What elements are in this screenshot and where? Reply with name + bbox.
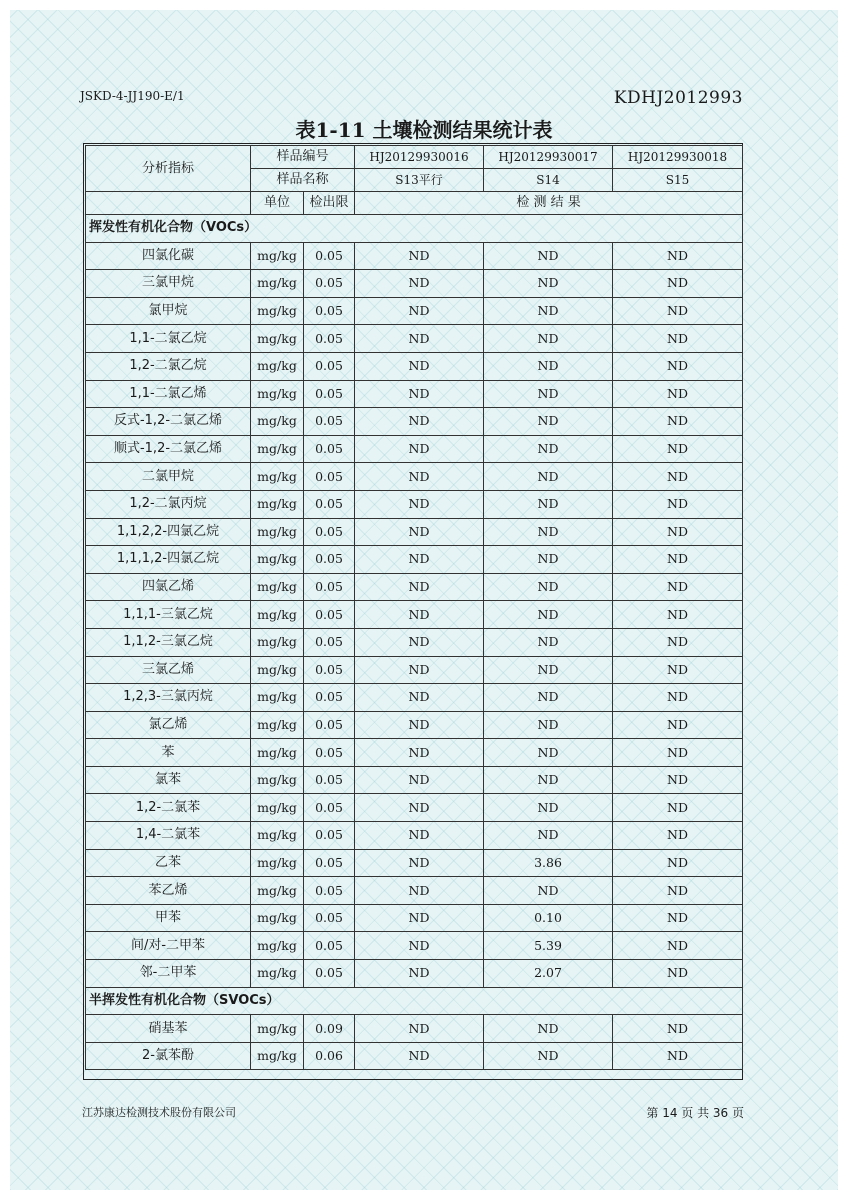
empty-header-cell — [86, 192, 251, 215]
unit-cell: mg/kg — [251, 573, 304, 601]
table-row — [86, 325, 743, 353]
result-cell: ND — [484, 380, 613, 408]
sample-name: S14 — [484, 169, 613, 192]
detection-limit-cell: 0.05 — [304, 546, 355, 574]
detection-limit-header: 检出限 — [304, 192, 355, 215]
result-cell: ND — [484, 546, 613, 574]
result-cell: ND — [613, 270, 743, 298]
table-row — [86, 352, 743, 380]
result-cell: ND — [613, 711, 743, 739]
detection-limit-cell: 0.05 — [304, 794, 355, 822]
section-title: 半挥发性有机化合物（SVOCs） — [86, 987, 743, 1015]
result-cell: ND — [484, 573, 613, 601]
result-cell: ND — [613, 297, 743, 325]
unit-cell: mg/kg — [251, 601, 304, 629]
result-cell: 3.86 — [484, 849, 613, 877]
analyte-name: 1,1,1-三氯乙烷 — [86, 601, 251, 629]
table-row — [86, 1042, 743, 1070]
result-cell: ND — [484, 242, 613, 270]
result-cell: ND — [613, 656, 743, 684]
sample-name: S13平行 — [355, 169, 484, 192]
result-cell: ND — [355, 960, 484, 988]
unit-header: 单位 — [251, 192, 304, 215]
result-cell: ND — [355, 904, 484, 932]
result-cell: ND — [613, 684, 743, 712]
detection-limit-cell: 0.05 — [304, 849, 355, 877]
sample-name-label: 样品名称 — [251, 169, 355, 192]
detection-limit-cell: 0.05 — [304, 684, 355, 712]
result-cell: ND — [355, 794, 484, 822]
result-cell: ND — [355, 408, 484, 436]
results-table — [85, 145, 743, 1070]
result-cell: ND — [484, 656, 613, 684]
result-cell: ND — [484, 766, 613, 794]
analyte-name: 2-氯苯酚 — [86, 1042, 251, 1070]
detection-limit-cell: 0.05 — [304, 270, 355, 298]
sample-code-label: 样品编号 — [251, 146, 355, 169]
detection-limit-cell: 0.05 — [304, 904, 355, 932]
result-cell: ND — [613, 794, 743, 822]
result-cell: ND — [355, 325, 484, 353]
unit-cell: mg/kg — [251, 628, 304, 656]
unit-cell: mg/kg — [251, 904, 304, 932]
analyte-name: 甲苯 — [86, 904, 251, 932]
analyte-name: 1,1,1,2-四氯乙烷 — [86, 546, 251, 574]
unit-cell: mg/kg — [251, 822, 304, 850]
result-cell: ND — [613, 849, 743, 877]
analyte-name: 1,2-二氯丙烷 — [86, 490, 251, 518]
table-row — [86, 628, 743, 656]
detection-limit-cell: 0.05 — [304, 435, 355, 463]
result-cell: ND — [613, 1015, 743, 1043]
table-row — [86, 960, 743, 988]
section-row — [86, 215, 743, 243]
result-cell: ND — [355, 711, 484, 739]
detection-limit-cell: 0.05 — [304, 932, 355, 960]
result-cell: ND — [613, 932, 743, 960]
analyte-name: 四氯乙烯 — [86, 573, 251, 601]
analyte-name: 苯乙烯 — [86, 877, 251, 905]
result-cell: ND — [613, 380, 743, 408]
unit-cell: mg/kg — [251, 766, 304, 794]
unit-cell: mg/kg — [251, 380, 304, 408]
unit-cell: mg/kg — [251, 739, 304, 767]
result-cell: ND — [484, 270, 613, 298]
detection-limit-cell: 0.05 — [304, 325, 355, 353]
result-cell: ND — [355, 1015, 484, 1043]
unit-cell: mg/kg — [251, 490, 304, 518]
result-cell: ND — [484, 794, 613, 822]
table-row — [86, 766, 743, 794]
result-cell: ND — [355, 518, 484, 546]
detection-limit-cell: 0.05 — [304, 352, 355, 380]
table-row — [86, 408, 743, 436]
result-cell: ND — [484, 877, 613, 905]
result-cell: ND — [355, 656, 484, 684]
detection-limit-cell: 0.05 — [304, 711, 355, 739]
result-cell: ND — [613, 877, 743, 905]
table-row — [86, 711, 743, 739]
table-row — [86, 904, 743, 932]
analyte-name: 氯苯 — [86, 766, 251, 794]
table-row — [86, 877, 743, 905]
table-row — [86, 518, 743, 546]
unit-cell: mg/kg — [251, 1015, 304, 1043]
analyte-name: 1,2-二氯乙烷 — [86, 352, 251, 380]
table-row — [86, 463, 743, 491]
result-cell: ND — [613, 463, 743, 491]
result-cell: ND — [355, 932, 484, 960]
result-cell: ND — [613, 352, 743, 380]
result-cell: ND — [484, 297, 613, 325]
result-cell: ND — [355, 380, 484, 408]
result-cell: ND — [484, 628, 613, 656]
result-cell: ND — [484, 490, 613, 518]
result-cell: ND — [484, 518, 613, 546]
analysis-item-header: 分析指标 — [86, 146, 251, 192]
result-cell: ND — [484, 325, 613, 353]
result-cell: ND — [355, 766, 484, 794]
table-row — [86, 849, 743, 877]
unit-cell: mg/kg — [251, 1042, 304, 1070]
table-row — [86, 490, 743, 518]
unit-cell: mg/kg — [251, 242, 304, 270]
unit-cell: mg/kg — [251, 684, 304, 712]
result-cell: ND — [613, 490, 743, 518]
result-cell: ND — [484, 711, 613, 739]
detection-limit-cell: 0.05 — [304, 380, 355, 408]
footer-company: 江苏康达检测技术股份有限公司 — [82, 1106, 236, 1119]
analyte-name: 1,2-二氯苯 — [86, 794, 251, 822]
result-cell: ND — [484, 601, 613, 629]
result-cell: ND — [484, 352, 613, 380]
result-cell: ND — [355, 573, 484, 601]
table-row — [86, 794, 743, 822]
detection-limit-cell: 0.05 — [304, 656, 355, 684]
detection-limit-cell: 0.09 — [304, 1015, 355, 1043]
detection-limit-cell: 0.05 — [304, 518, 355, 546]
result-cell: ND — [355, 849, 484, 877]
result-cell: ND — [355, 435, 484, 463]
result-cell: ND — [355, 352, 484, 380]
table-row — [86, 297, 743, 325]
result-header: 检 测 结 果 — [355, 192, 743, 215]
table-row — [86, 684, 743, 712]
result-cell: ND — [613, 904, 743, 932]
result-cell: ND — [355, 270, 484, 298]
detection-limit-cell: 0.05 — [304, 601, 355, 629]
table-row — [86, 242, 743, 270]
result-cell: ND — [613, 739, 743, 767]
result-cell: ND — [613, 822, 743, 850]
result-cell: ND — [355, 877, 484, 905]
detection-limit-cell: 0.05 — [304, 242, 355, 270]
analyte-name: 1,2,3-三氯丙烷 — [86, 684, 251, 712]
analyte-name: 四氯化碳 — [86, 242, 251, 270]
detection-limit-cell: 0.05 — [304, 739, 355, 767]
result-cell: ND — [613, 518, 743, 546]
result-cell: ND — [355, 297, 484, 325]
result-cell: ND — [613, 242, 743, 270]
table-row — [86, 601, 743, 629]
unit-cell: mg/kg — [251, 435, 304, 463]
analyte-name: 邻-二甲苯 — [86, 960, 251, 988]
unit-cell: mg/kg — [251, 849, 304, 877]
result-cell: ND — [355, 1042, 484, 1070]
analyte-name: 乙苯 — [86, 849, 251, 877]
result-cell: ND — [613, 628, 743, 656]
analyte-name: 1,1,2-三氯乙烷 — [86, 628, 251, 656]
analyte-name: 二氯甲烷 — [86, 463, 251, 491]
table-row — [86, 546, 743, 574]
unit-cell: mg/kg — [251, 270, 304, 298]
result-cell: ND — [484, 822, 613, 850]
unit-cell: mg/kg — [251, 960, 304, 988]
detection-limit-cell: 0.05 — [304, 822, 355, 850]
result-cell: ND — [484, 463, 613, 491]
detection-limit-cell: 0.05 — [304, 463, 355, 491]
analyte-name: 1,1,2,2-四氯乙烷 — [86, 518, 251, 546]
analyte-name: 三氯乙烯 — [86, 656, 251, 684]
sample-code: HJ20129930018 — [613, 146, 743, 169]
table-row — [86, 932, 743, 960]
unit-cell: mg/kg — [251, 794, 304, 822]
unit-cell: mg/kg — [251, 352, 304, 380]
detection-limit-cell: 0.05 — [304, 408, 355, 436]
analyte-name: 氯乙烯 — [86, 711, 251, 739]
sample-code: HJ20129930017 — [484, 146, 613, 169]
result-cell: 5.39 — [484, 932, 613, 960]
analyte-name: 三氯甲烷 — [86, 270, 251, 298]
result-cell: ND — [484, 435, 613, 463]
detection-limit-cell: 0.05 — [304, 628, 355, 656]
document-code: JSKD-4-JJ190-E/1 — [80, 89, 185, 103]
section-row — [86, 987, 743, 1015]
result-cell: ND — [355, 684, 484, 712]
unit-cell: mg/kg — [251, 711, 304, 739]
result-cell: ND — [613, 408, 743, 436]
result-cell: ND — [484, 739, 613, 767]
result-cell: ND — [484, 1042, 613, 1070]
result-cell: ND — [613, 573, 743, 601]
detection-limit-cell: 0.05 — [304, 573, 355, 601]
sample-code: HJ20129930016 — [355, 146, 484, 169]
result-cell: ND — [613, 435, 743, 463]
table-row — [86, 1015, 743, 1043]
analyte-name: 氯甲烷 — [86, 297, 251, 325]
analyte-name: 硝基苯 — [86, 1015, 251, 1043]
result-cell: ND — [355, 490, 484, 518]
result-cell: ND — [484, 408, 613, 436]
unit-cell: mg/kg — [251, 932, 304, 960]
table-row — [86, 656, 743, 684]
result-cell: ND — [355, 463, 484, 491]
unit-cell: mg/kg — [251, 656, 304, 684]
analyte-name: 1,1-二氯乙烷 — [86, 325, 251, 353]
footer-page-number: 第 14 页 共 36 页 — [646, 1106, 744, 1120]
unit-cell: mg/kg — [251, 518, 304, 546]
result-cell: ND — [355, 601, 484, 629]
analyte-name: 1,1-二氯乙烯 — [86, 380, 251, 408]
result-cell: ND — [355, 242, 484, 270]
unit-cell: mg/kg — [251, 297, 304, 325]
result-cell: ND — [355, 739, 484, 767]
result-cell: ND — [613, 546, 743, 574]
result-cell: ND — [355, 628, 484, 656]
unit-cell: mg/kg — [251, 877, 304, 905]
table-row — [86, 270, 743, 298]
analyte-name: 间/对-二甲苯 — [86, 932, 251, 960]
unit-cell: mg/kg — [251, 408, 304, 436]
detection-limit-cell: 0.05 — [304, 490, 355, 518]
result-cell: ND — [613, 960, 743, 988]
table-row — [86, 435, 743, 463]
result-cell: 0.10 — [484, 904, 613, 932]
section-title: 挥发性有机化合物（VOCs） — [86, 215, 743, 243]
unit-cell: mg/kg — [251, 546, 304, 574]
result-cell: 2.07 — [484, 960, 613, 988]
table-row — [86, 739, 743, 767]
detection-limit-cell: 0.05 — [304, 960, 355, 988]
detection-limit-cell: 0.05 — [304, 297, 355, 325]
unit-cell: mg/kg — [251, 325, 304, 353]
report-number: KDHJ2012993 — [613, 88, 743, 108]
table-row — [86, 380, 743, 408]
table-row — [86, 822, 743, 850]
analyte-name: 反式-1,2-二氯乙烯 — [86, 408, 251, 436]
result-cell: ND — [484, 1015, 613, 1043]
detection-limit-cell: 0.05 — [304, 766, 355, 794]
analyte-name: 顺式-1,2-二氯乙烯 — [86, 435, 251, 463]
analyte-name: 苯 — [86, 739, 251, 767]
result-cell: ND — [613, 325, 743, 353]
sample-name: S15 — [613, 169, 743, 192]
result-cell: ND — [613, 766, 743, 794]
result-cell: ND — [484, 684, 613, 712]
result-cell: ND — [613, 601, 743, 629]
detection-limit-cell: 0.05 — [304, 877, 355, 905]
analyte-name: 1,4-二氯苯 — [86, 822, 251, 850]
table-title: 表1-11 土壤检测结果统计表 — [295, 118, 553, 142]
result-cell: ND — [355, 546, 484, 574]
detection-limit-cell: 0.06 — [304, 1042, 355, 1070]
result-cell: ND — [613, 1042, 743, 1070]
table-row — [86, 573, 743, 601]
unit-cell: mg/kg — [251, 463, 304, 491]
result-cell: ND — [355, 822, 484, 850]
